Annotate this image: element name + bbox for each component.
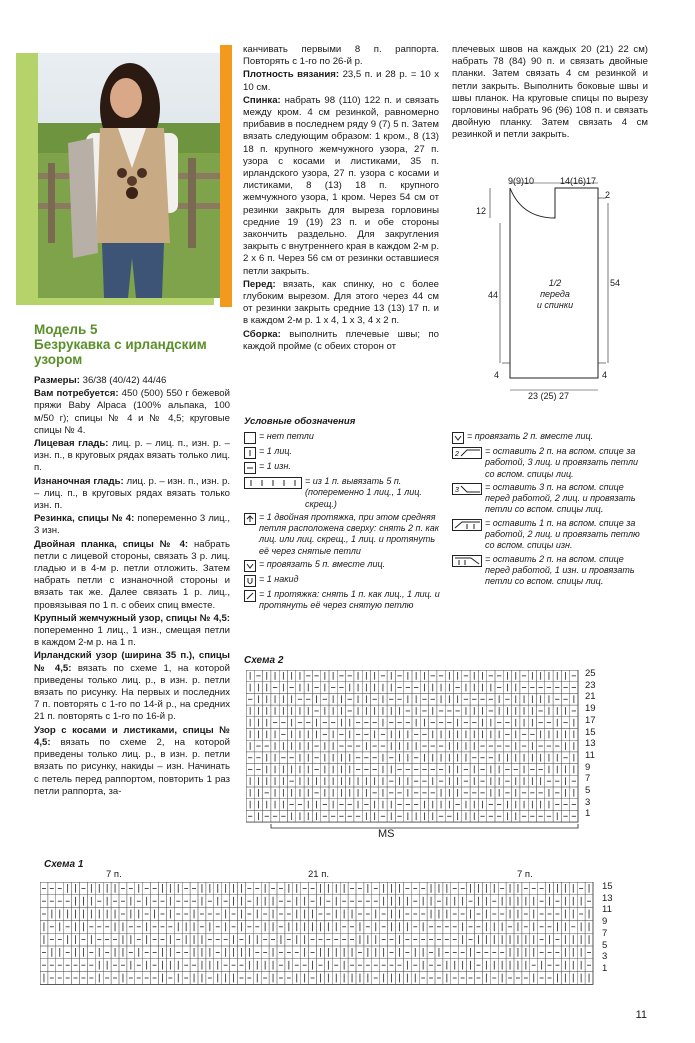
legend-item (244, 512, 442, 557)
assembly-text: выполнить плечевые швы; по каждой пройме (с обеих сторон от (243, 328, 439, 352)
model-title-line1: Модель 5 (34, 322, 98, 337)
instructions-column-2 (243, 44, 439, 354)
pattern-neck-depth-label: 12 (476, 206, 487, 216)
model-title (34, 322, 224, 367)
legend-item (244, 589, 442, 612)
model-photo-frame (16, 45, 232, 310)
row-number: 9 (585, 761, 591, 773)
pattern-center-line1: 1/2 (548, 278, 562, 288)
pattern-center-line3: и спинки (536, 300, 574, 310)
pattern-bottom-left-label: 4 (494, 370, 500, 380)
cable-3-2-front-symbol (452, 483, 482, 495)
sizes-text: 36/38 (40/42) 44/46 (79, 375, 167, 386)
k5tog-symbol (244, 560, 256, 572)
band-label: Двойная планка, спицы № 4: (34, 538, 189, 550)
row-number: 1 (602, 962, 608, 974)
legend-item (244, 476, 442, 510)
sizes-label: Размеры: (34, 375, 80, 386)
legend-text: = 1 изн. (259, 461, 291, 471)
scheme2-chart (246, 670, 581, 835)
legend-item (244, 559, 442, 572)
cross-2-1-front-symbol (452, 555, 482, 567)
legend-text: = оставить 2 п. на вспом. спице за работой, 3 лиц. и провязать петли со вспом. спицы лиц. (485, 446, 639, 479)
band-text: набрать петли с лицевой стороны, связать 3 р. лиц. гладью и в 4-м р. петли отложить. Затем набрать петли с изнаночной стороны и вязать так же. Далее связать 1 р. лиц., провязывая по 1 п. с обеих спиц вместе. (34, 538, 230, 611)
legend-text: = 1 протяжка: снять 1 п. как лиц., 1 лиц. и протянуть её через снятую петлю (259, 589, 440, 611)
k2tog-symbol (452, 432, 464, 444)
stockinette-text: лиц. р. – лиц. п., изн. р. – изн. п., в круговых рядах вязать только лиц. п. (34, 438, 230, 474)
scheme2-title: Схема 2 (244, 655, 284, 666)
scheme1-label-right: 7 п. (517, 869, 533, 880)
back-label: Спинка: (243, 94, 281, 106)
legend-item (244, 446, 442, 459)
legend-text: = оставить 3 п. на вспом. спице перед работой, 2 лиц. и провязать петли со вспом. спицы лиц. (485, 481, 636, 515)
instructions-column-3 (452, 44, 648, 143)
row-number: 7 (585, 773, 591, 785)
row-number: 15 (585, 726, 596, 738)
pattern-top-left-label: 9(9)10 (508, 176, 535, 186)
legend-item (452, 518, 650, 552)
pattern-left-height-label: 44 (488, 290, 499, 300)
row-number: 5 (602, 939, 608, 951)
scheme1-row-numbers (602, 881, 613, 975)
row-number: 3 (585, 796, 591, 808)
rib-text: попеременно 3 лиц., 3 изн. (34, 513, 230, 537)
photo-orange-strip (220, 45, 232, 307)
legend-left (244, 431, 442, 614)
legend-item (452, 431, 650, 444)
row-number: 11 (602, 904, 612, 916)
legend-text: = 1 накид (259, 574, 299, 585)
irish-text: вязать по схеме 1, на которой приведены только лиц. р., в изн. р. петли вязать по рисунку. На первых и последних 7 п. повторять с 1-го по 14-й р., на средних 21 п. повторять с 1-го по 16-й р. (34, 662, 230, 723)
legend-title: Условные обозначения (244, 416, 356, 427)
legend-item (452, 446, 650, 480)
cable-2-3-back-symbol (452, 447, 482, 459)
legend-text: = провязать 5 п. вместе лиц. (259, 559, 386, 570)
model-title-line3: узором (34, 352, 83, 367)
row-number: 13 (602, 892, 613, 904)
reverse-label: Изнаночная гладь: (34, 475, 124, 487)
legend-item (244, 574, 442, 587)
legend-text: = провязать 2 п. вместе лиц. (467, 431, 594, 441)
scheme1-label-mid: 21 п. (308, 869, 329, 880)
legend-text: = 1 лиц. (259, 446, 292, 456)
stockinette-label: Лицевая гладь: (34, 438, 109, 450)
seed-text: попеременно 1 лиц., 1 изн., смещая петли в каждом 2-м р. на 1 п. (34, 625, 230, 649)
materials-label: Вам потребуется: (34, 388, 119, 400)
legend-item (452, 554, 650, 588)
row-number: 17 (585, 714, 596, 726)
back-text: набрать 98 (110) 122 п. и связать между кром. 4 см резинкой, равномерно прибавив в последнем ряду 9 (7) 5 п. Затем вязать следующим образом: 1 кром., 8 (13) 18 п. крупного жемчужного узора, 27 п. узора с косами и листиками, 35 п. ирландского узора, 27 п. узора с косами и листиками, 8 (13) 18 п. крупного жемчужного узора, 1 кром. Через 54 см от резинки закрыть для выреза горловины средние 19 (19) 23 п. и обе стороны закончить раздельно. Для закругления закрыть с внутреннего края в каждом 2-м р. 2 х 6 п. Через 56 см от резинки оставшиеся петли закрыть. (243, 94, 439, 277)
col2-continuation: канчивать первыми 8 п. раппорта. Повторять с 1-го по 26-й р. (243, 44, 439, 68)
knit-symbol (244, 447, 256, 459)
svg-text:3: 3 (455, 486, 459, 494)
pattern-right-height-label: 54 (610, 278, 621, 288)
row-number: 25 (585, 668, 596, 679)
no-stitch-symbol (244, 432, 256, 444)
row-number: 11 (585, 749, 595, 761)
pattern-center-line2: переда (540, 289, 570, 299)
page-number: 11 (635, 1009, 647, 1021)
legend-text: = 1 двойная протяжка, при этом средняя петля расположена сверху: снять 2 п. как лиц. или лиц. скрещ., 1 лиц. и протянуть её через снятые петли (259, 511, 440, 556)
scheme2-row-numbers (585, 668, 596, 820)
seed-label: Крупный жемчужный узор, спицы № 4,5: (34, 612, 230, 624)
front-label: Перед: (243, 278, 276, 290)
legend-text: = нет петли (259, 431, 314, 441)
legend-item (244, 431, 442, 444)
legend-item (452, 482, 650, 516)
row-number: 5 (585, 785, 591, 797)
pattern-center-label (530, 278, 580, 311)
scheme2-rapport-label: MS (378, 828, 395, 840)
double-decrease-symbol (244, 513, 256, 525)
purl-symbol (244, 462, 256, 474)
cross-1-2-back-symbol (452, 519, 482, 531)
row-number: 21 (585, 691, 596, 703)
rapport-bracket (271, 824, 578, 828)
col3-text: плечевых швов на каждых 20 (21) 22 см) набрать 78 (84) 90 п. и связать двойные планки. Затем связать 4 см резинкой и петли закрыть. Выполнить боковые швы и швы планок. На круговые спицы по вырезу горловины набрать 96 (96) 108 п. и связать двойную планку. Затем связать 4 см резинкой и петли закрыть. (452, 44, 648, 141)
row-number: 13 (585, 738, 596, 750)
model-title-line2: Безрукавка с ирландским (34, 337, 207, 352)
pattern-top-right-label: 14(16)17 (560, 176, 597, 186)
cables-label: Узор с косами и листиками, спицы № 4,5: (34, 724, 230, 748)
legend-text: = из 1 п. вывязать 5 п. (попеременно 1 лиц., 1 лиц. скрещ.) (305, 476, 422, 509)
assembly-label: Сборка: (243, 328, 281, 340)
gauge-text: 23,5 п. и 28 р. = 10 х 10 см. (243, 69, 439, 93)
rib-label: Резинка, спицы № 4: (34, 513, 135, 525)
front-text: вязать, как спинку, но с более глубоким вырезом. Для этого через 44 см от резинки закрыть средние 13 (13) 17 п. и в каждом 2-м р. 1 х 4, 1 х 3, 4 х 2 п. (243, 278, 439, 327)
pattern-bottom-width-label: 23 (25) 27 (528, 391, 570, 401)
row-number: 15 (602, 881, 613, 892)
yarn-over-symbol (244, 575, 256, 587)
reverse-text: лиц. р. – изн. п., изн. р. – лиц. п., в круговых рядах вязать только изн. п. (34, 475, 230, 512)
cables-text: вязать по схеме 2, на которой приведены только лиц. р., в изн. р. петли вязать по рисунку, накиды – изн. Начинать с петель перед раппортом, повторить 1 раз петли раппорта, за- (34, 736, 230, 797)
pattern-right-top-label: 2 (605, 190, 611, 200)
legend-text: = оставить 1 п. на вспом. спице за работой, 2 лиц. и провязать петлю со вспом. спицы изн. (485, 517, 640, 551)
legend-item (244, 461, 442, 474)
svg-text:2: 2 (455, 451, 459, 458)
row-number: 3 (602, 951, 608, 963)
row-number: 19 (585, 703, 596, 715)
materials-text: 450 (500) 550 г бежевой пряжи Baby Alpaca (100% альпака, 100 м/50 г); спицы № 4 и № 4,5; круговые спицы № 4. (34, 388, 230, 436)
pattern-schematic (476, 176, 621, 403)
scheme1-label-left: 7 п. (106, 869, 122, 880)
irish-label: Ирландский узор (ширина 35 п.), спицы № 4,5: (34, 650, 230, 674)
scheme1-chart (40, 882, 596, 991)
row-number: 23 (585, 679, 596, 691)
row-number: 9 (602, 916, 608, 928)
row-number: 7 (602, 927, 608, 939)
gauge-label: Плотность вязания: (243, 69, 340, 81)
legend-text: = оставить 2 п. на вспом. спице перед работой, 1 изн. и провязать петли со вспом. спицы лиц. (485, 553, 635, 587)
scheme1-title: Схема 1 (44, 859, 84, 870)
instructions-column-1 (34, 375, 230, 799)
model-photo (38, 53, 220, 298)
pattern-bottom-right-label: 4 (602, 370, 608, 380)
legend-right (452, 431, 650, 590)
row-number: 1 (585, 808, 591, 820)
increase-5-symbol (244, 477, 302, 489)
ssk-symbol (244, 590, 256, 602)
